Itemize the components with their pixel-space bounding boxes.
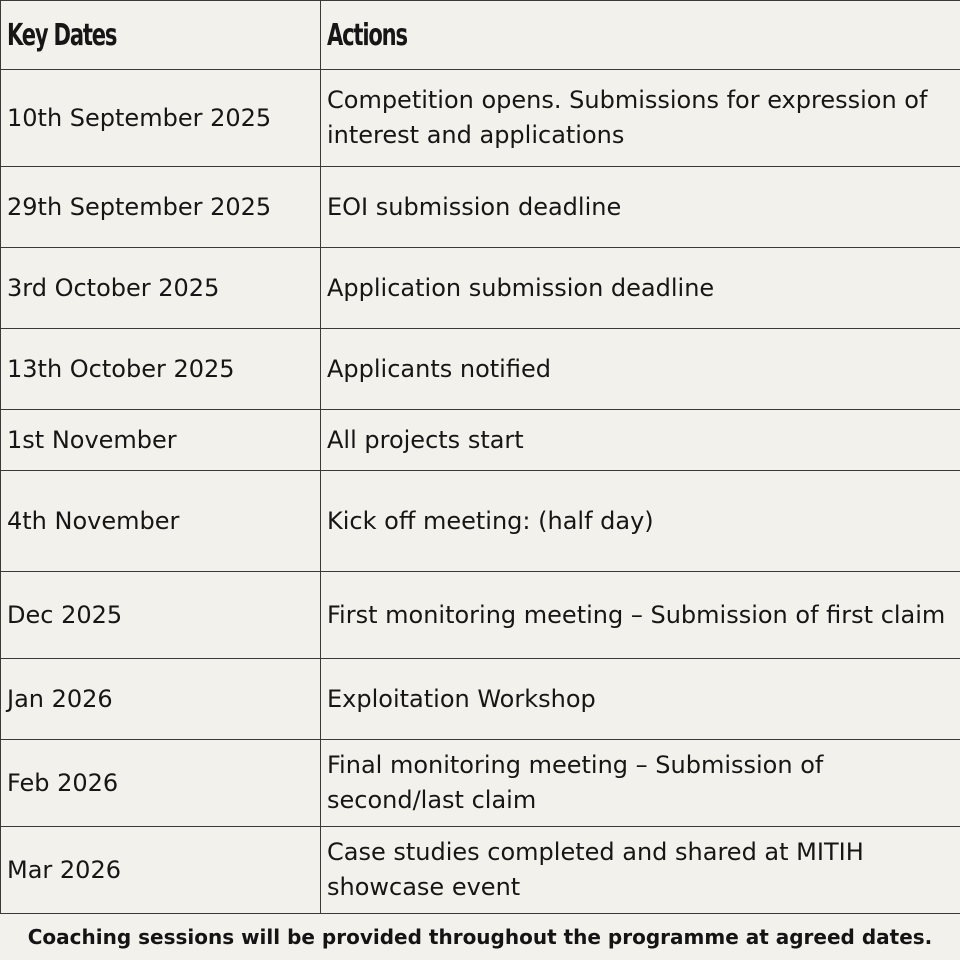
date-cell: 10th September 2025 <box>1 70 321 167</box>
table-row <box>1 572 960 659</box>
date-cell: 29th September 2025 <box>1 167 321 248</box>
date-cell: Mar 2026 <box>1 827 321 914</box>
action-cell: EOI submission deadline <box>321 167 960 248</box>
date-cell: Feb 2026 <box>1 740 321 827</box>
actions-header: Actions <box>321 1 960 70</box>
table-row <box>1 70 960 167</box>
action-cell: Kick off meeting: (half day) <box>321 471 960 572</box>
date-cell: 3rd October 2025 <box>1 248 321 329</box>
action-cell: Applicants notified <box>321 329 960 410</box>
date-cell: 1st November <box>1 410 321 471</box>
date-cell: Dec 2025 <box>1 572 321 659</box>
table-row <box>1 329 960 410</box>
date-cell: 4th November <box>1 471 321 572</box>
table-row <box>1 740 960 827</box>
table-row <box>1 659 960 740</box>
action-cell: All projects start <box>321 410 960 471</box>
table-row <box>1 827 960 914</box>
table-row <box>1 248 960 329</box>
key-dates-header: Key Dates <box>1 1 321 70</box>
date-cell: Jan 2026 <box>1 659 321 740</box>
action-cell: Exploitation Workshop <box>321 659 960 740</box>
table-row <box>1 167 960 248</box>
action-cell: Competition opens. Submissions for expression of interest and applications <box>321 70 960 167</box>
action-cell: Case studies completed and shared at MITIH showcase event <box>321 827 960 914</box>
table-row <box>1 410 960 471</box>
table-header-row <box>1 1 960 70</box>
table-row <box>1 471 960 572</box>
date-cell: 13th October 2025 <box>1 329 321 410</box>
coaching-note: Coaching sessions will be provided throughout the programme at agreed dates. <box>27 924 933 949</box>
action-cell: Application submission deadline <box>321 248 960 329</box>
action-cell: Final monitoring meeting – Submission of second/last claim <box>321 740 960 827</box>
action-cell: First monitoring meeting – Submission of first claim <box>321 572 960 659</box>
